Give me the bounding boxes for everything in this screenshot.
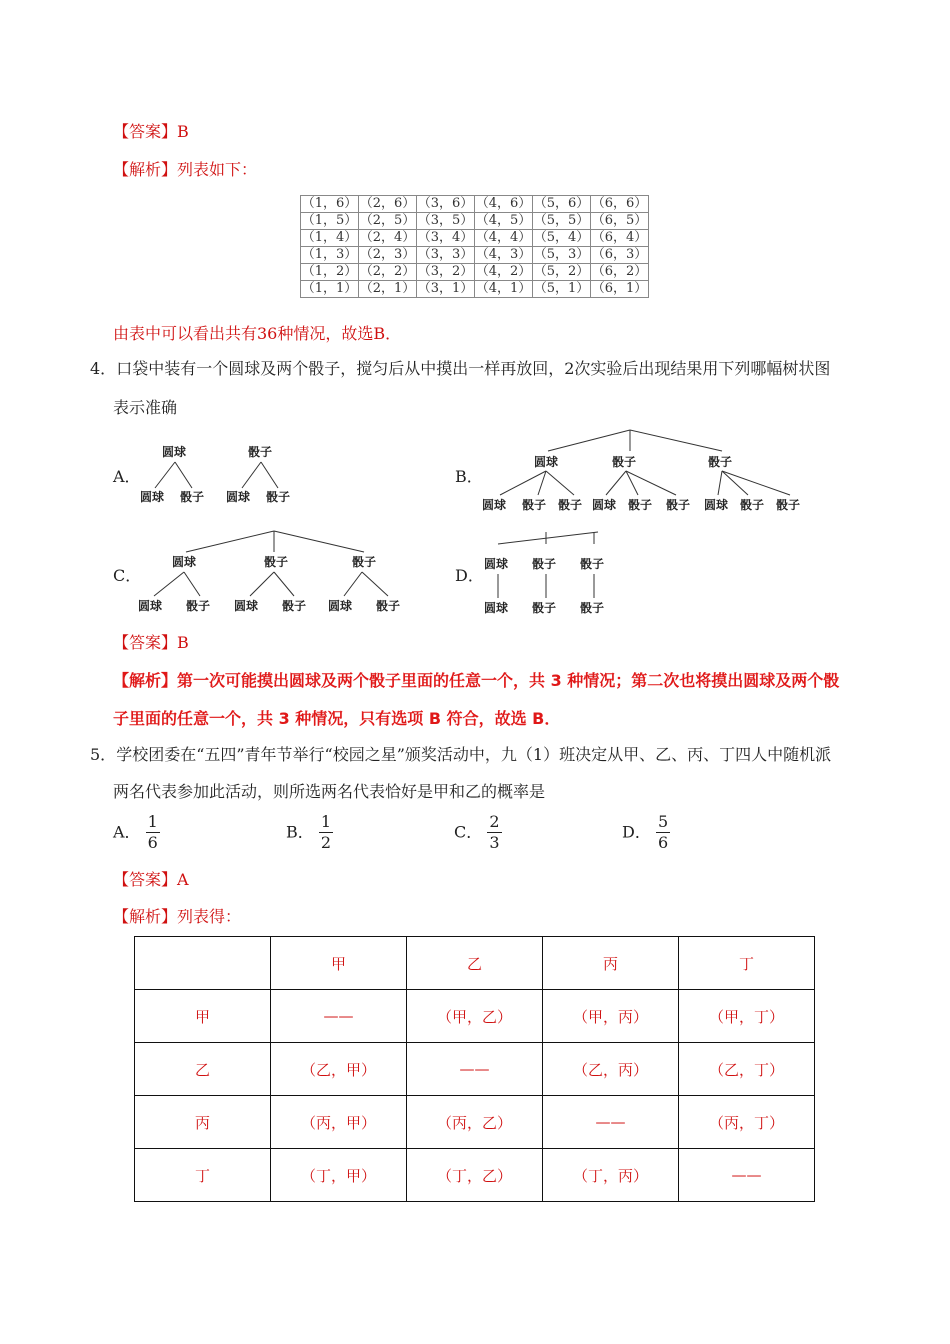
node-dice: 骰子 (282, 599, 307, 613)
option-a-label: A． (113, 467, 141, 486)
table-cell: （1，1） (301, 281, 358, 296)
table-cell: （乙，丙） (543, 1043, 679, 1096)
column-header: 丙 (543, 937, 679, 990)
table-cell: （1，2） (301, 264, 358, 279)
tree-diagram-c (132, 528, 422, 623)
table-row (301, 281, 649, 298)
table-cell: （丙，甲） (271, 1096, 407, 1149)
table-cell: （4，5） (475, 213, 532, 228)
answer-value: B (177, 122, 189, 141)
node-dice: 骰子 (352, 555, 377, 569)
node-ball: 圆球 (140, 490, 165, 504)
node-ball: 圆球 (226, 490, 251, 504)
q4-answer (113, 632, 189, 654)
question-number: 4． (90, 359, 117, 378)
table-row (301, 196, 649, 213)
q5-options (113, 812, 813, 862)
node-ball: 圆球 (162, 445, 187, 459)
table-cell: （2，5） (359, 213, 416, 228)
option-b (286, 812, 333, 853)
table-cell: （2，3） (359, 247, 416, 262)
table-cell: —— (407, 1043, 543, 1096)
option-a (113, 812, 160, 853)
branch (274, 572, 294, 596)
table-cell: （丁，甲） (271, 1149, 407, 1202)
analysis-text: 列表如下： (177, 160, 258, 179)
node-ball: 圆球 (328, 599, 353, 613)
fraction (487, 812, 501, 853)
column-header: 乙 (407, 937, 543, 990)
table-cell: （3，3） (417, 247, 474, 262)
denominator: 6 (147, 833, 158, 852)
answer-value: A (177, 870, 189, 889)
table-row (301, 213, 649, 230)
node-dice: 骰子 (532, 601, 557, 615)
branch (606, 471, 626, 495)
table-cell: （3，5） (417, 213, 474, 228)
analysis-label: 【解析】 (113, 671, 178, 690)
question-text: 学校团委在“五四”青年节举行“校园之星”颁奖活动中，九（1）班决定从甲、乙、丙、丁四人中随机派 (116, 745, 832, 764)
fraction (319, 812, 333, 853)
node-ball: 圆球 (592, 498, 617, 512)
table-cell: （2，1） (359, 281, 416, 296)
branch (250, 572, 274, 596)
option-d (622, 812, 670, 853)
table-cell: （甲，丙） (543, 990, 679, 1043)
table-cell: （6，5） (591, 213, 648, 228)
node-dice: 骰子 (558, 498, 583, 512)
dice-outcome-table (300, 195, 649, 298)
fraction (656, 812, 670, 853)
table-cell: （2，4） (359, 230, 416, 245)
numerator: 1 (147, 812, 158, 831)
option-c (454, 812, 502, 853)
node-ball: 圆球 (172, 555, 197, 569)
node-dice: 骰子 (266, 490, 291, 504)
table-cell: （6，1） (591, 281, 648, 296)
table-cell: （丁，乙） (407, 1149, 543, 1202)
q4-stem (90, 358, 830, 380)
table-cell: （4，2） (475, 264, 532, 279)
analysis-label: 【解析】 (113, 907, 178, 926)
q4-analysis-line2: 子里面的任意一个，共 3 种情况，只有选项 B 符合，故选 B． (113, 709, 561, 728)
column-header (135, 937, 271, 990)
q4-analysis (113, 668, 839, 691)
table-cell: （6，3） (591, 247, 648, 262)
table-cell: （5，3） (533, 247, 590, 262)
table-cell: （甲，丁） (679, 990, 815, 1043)
table-cell: （5，2） (533, 264, 590, 279)
node-dice: 骰子 (532, 557, 557, 571)
table-cell: （1，4） (301, 230, 358, 245)
option-label: B． (286, 822, 314, 842)
branch (274, 531, 364, 552)
branch (548, 430, 630, 451)
node-dice: 骰子 (186, 599, 211, 613)
table-cell: （6，2） (591, 264, 648, 279)
node-dice: 骰子 (666, 498, 691, 512)
tree-diagram-a (130, 440, 310, 510)
table-cell: （6，4） (591, 230, 648, 245)
table-cell: —— (543, 1096, 679, 1149)
branch (626, 471, 638, 495)
table-cell: （丁，丙） (543, 1149, 679, 1202)
node-ball: 圆球 (482, 498, 507, 512)
branch (184, 572, 200, 596)
table-row (301, 230, 649, 247)
branch (362, 572, 388, 596)
option-label: C． (454, 822, 483, 842)
table-cell: （丙，乙） (407, 1096, 543, 1149)
node-dice: 骰子 (180, 490, 205, 504)
node-dice: 骰子 (248, 445, 273, 459)
branch (154, 572, 184, 596)
option-c-label: C． (113, 566, 142, 585)
branch (261, 462, 278, 488)
denominator: 3 (489, 833, 500, 852)
table-cell: （4，4） (475, 230, 532, 245)
denominator: 6 (657, 833, 669, 852)
q5-stem-line2: 两名代表参加此活动，则所选两名代表恰好是甲和乙的概率是 (113, 782, 546, 801)
answer-value: B (177, 633, 189, 652)
table-cell: （1，5） (301, 213, 358, 228)
q3-answer (113, 121, 189, 143)
table-cell: （1，6） (301, 196, 358, 211)
node-dice: 骰子 (580, 557, 605, 571)
table-row (135, 1096, 815, 1149)
table-cell: （5，5） (533, 213, 590, 228)
table-cell: （乙，甲） (271, 1043, 407, 1096)
table-cell: （4，3） (475, 247, 532, 262)
node-ball: 圆球 (484, 601, 509, 615)
node-dice: 骰子 (628, 498, 653, 512)
branch (630, 430, 722, 451)
q5-answer (113, 869, 189, 891)
branch (175, 462, 192, 488)
node-dice: 骰子 (740, 498, 765, 512)
table-cell: （3，2） (417, 264, 474, 279)
analysis-text: 第一次可能摸出圆球及两个骰子里面的任意一个，共 3 种情况；第二次也将摸出圆球及两个骰 (177, 671, 840, 690)
numerator: 1 (320, 812, 332, 831)
analysis-text: 列表得： (177, 907, 242, 926)
node-ball: 圆球 (234, 599, 259, 613)
table-cell: （3，6） (417, 196, 474, 211)
denominator: 2 (320, 833, 332, 852)
table-cell: （4，1） (475, 281, 532, 296)
node-dice: 骰子 (580, 601, 605, 615)
node-dice: 骰子 (612, 455, 637, 469)
table-cell: （4，6） (475, 196, 532, 211)
option-b-label: B． (455, 467, 483, 486)
table-cell: （乙，丁） (679, 1043, 815, 1096)
column-header: 丁 (679, 937, 815, 990)
table-cell: （2，6） (359, 196, 416, 211)
tree-diagram-b (478, 425, 818, 520)
option-d-label: D． (455, 566, 484, 585)
table-cell: （1，3） (301, 247, 358, 262)
branch (498, 532, 598, 544)
node-ball: 圆球 (534, 455, 559, 469)
q5-analysis (113, 906, 241, 928)
fraction (146, 812, 160, 853)
tree-diagram-d (478, 528, 628, 623)
node-dice: 骰子 (776, 498, 801, 512)
answer-label: 【答案】 (113, 633, 178, 652)
table-cell: （3，4） (417, 230, 474, 245)
node-ball: 圆球 (704, 498, 729, 512)
row-header: 丁 (135, 1149, 271, 1202)
pair-outcome-table (134, 936, 815, 1202)
table-cell: —— (271, 990, 407, 1043)
branch (626, 471, 676, 495)
q4-stem-line2: 表示准确 (113, 398, 178, 417)
table-cell: （2，2） (359, 264, 416, 279)
q3-analysis (113, 159, 257, 181)
table-row (301, 247, 649, 264)
table-cell: （甲，乙） (407, 990, 543, 1043)
q3-conclusion: 由表中可以看出共有36种情况，故选B． (113, 324, 402, 343)
branch (718, 471, 722, 495)
answer-label: 【答案】 (113, 122, 178, 141)
table-header-row (135, 937, 815, 990)
node-dice: 骰子 (522, 498, 547, 512)
branch (242, 462, 261, 488)
table-row (135, 1043, 815, 1096)
node-ball: 圆球 (138, 599, 163, 613)
node-dice: 骰子 (376, 599, 401, 613)
branch (546, 471, 574, 495)
branch (722, 471, 748, 495)
table-cell: （5，6） (533, 196, 590, 211)
node-dice: 骰子 (708, 455, 733, 469)
table-cell: （5，4） (533, 230, 590, 245)
node-dice: 骰子 (264, 555, 289, 569)
answer-label: 【答案】 (113, 870, 178, 889)
branch (722, 471, 790, 495)
table-cell: （3，1） (417, 281, 474, 296)
column-header: 甲 (271, 937, 407, 990)
table-cell: —— (679, 1149, 815, 1202)
row-header: 甲 (135, 990, 271, 1043)
numerator: 2 (489, 812, 500, 831)
table-row (135, 990, 815, 1043)
table-cell: （6，6） (591, 196, 648, 211)
option-label: D． (622, 822, 651, 842)
table-row (301, 264, 649, 281)
branch (344, 572, 362, 596)
branch (186, 531, 274, 552)
question-text: 口袋中装有一个圆球及两个骰子，搅匀后从中摸出一样再放回，2次实验后出现结果用下列哪幅树状图 (116, 359, 831, 378)
option-label: A． (113, 822, 141, 842)
row-header: 乙 (135, 1043, 271, 1096)
analysis-label: 【解析】 (113, 160, 178, 179)
numerator: 5 (657, 812, 669, 831)
table-row (135, 1149, 815, 1202)
row-header: 丙 (135, 1096, 271, 1149)
table-cell: （丙，丁） (679, 1096, 815, 1149)
branch (155, 462, 175, 488)
table-cell: （5，1） (533, 281, 590, 296)
q5-stem (90, 744, 831, 766)
question-number: 5． (90, 745, 117, 764)
node-ball: 圆球 (484, 557, 509, 571)
